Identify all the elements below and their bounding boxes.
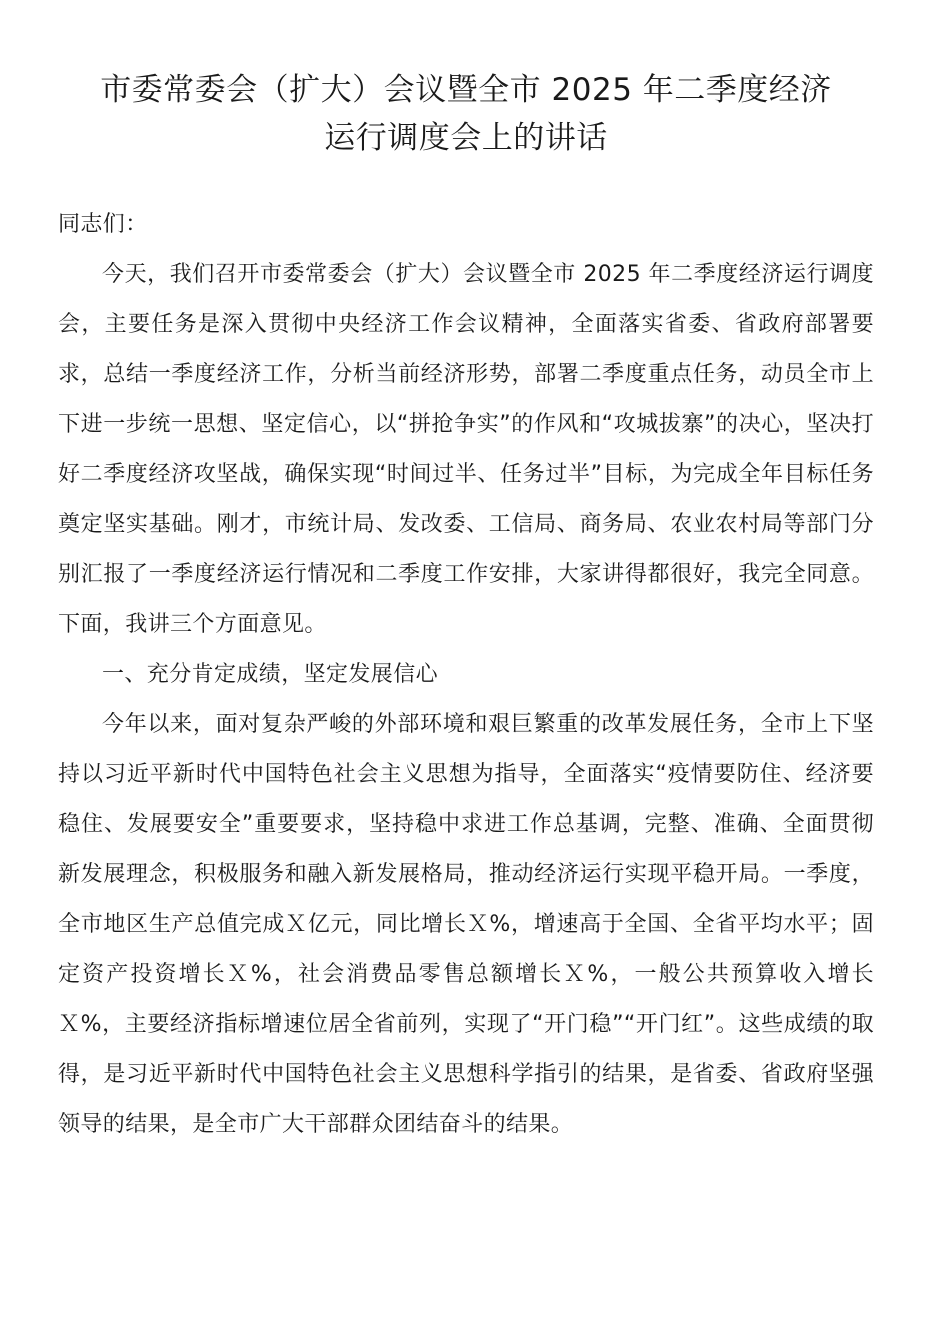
document-title bbox=[58, 66, 874, 162]
section-1-heading: 一、充分肯定成绩，坚定发展信心 bbox=[102, 662, 439, 687]
section-1-paragraph: 今年以来，面对复杂严峻的外部环境和艰巨繁重的改革发展任务，全市上下坚持以习近平新时代中国特色社会主义思想为指导，全面落实“疫情要防住、经济要稳住、发展要安全”重要要求，坚持稳中求进工作总基调，完整、准确、全面贯彻新发展理念，积极服务和融入新发展格局，推动经济运行实现平稳开局。一季度，全市地区生产总值完成Ｘ亿元，同比增长Ｘ%，增速高于全国、全省平均水平；固定资产投资增长Ｘ%，社会消费品零售总额增长Ｘ%，一般公共预算收入增长Ｘ%，主要经济指标增速位居全省前列，实现了“开门稳”“开门红”。这些成绩的取得，是习近平新时代中国特色社会主义思想科学指引的结果，是省委、省政府坚强领导的结果，是全市广大干部群众团结奋斗的结果。 bbox=[58, 712, 874, 1137]
salutation: 同志们： bbox=[58, 212, 148, 237]
opening-paragraph: 今天，我们召开市委常委会（扩大）会议暨全市 2025 年二季度经济运行调度会，主要任务是深入贯彻中央经济工作会议精神，全面落实省委、省政府部署要求，总结一季度经济工作，分析当前经济形势，部署二季度重点任务，动员全市上下进一步统一思想、坚定信心，以“拼抢争实”的作风和“攻城拔寨”的决心，坚决打好二季度经济攻坚战，确保实现“时间过半、任务过半”目标，为完成全年目标任务奠定坚实基础。刚才，市统计局、发改委、工信局、商务局、农业农村局等部门分别汇报了一季度经济运行情况和二季度工作安排，大家讲得都很好，我完全同意。下面，我讲三个方面意见。 bbox=[58, 262, 874, 637]
title-line-2: 运行调度会上的讲话 bbox=[324, 120, 608, 156]
document-body bbox=[58, 200, 874, 1150]
title-line-1: 市委常委会（扩大）会议暨全市 2025 年二季度经济 bbox=[100, 72, 832, 108]
